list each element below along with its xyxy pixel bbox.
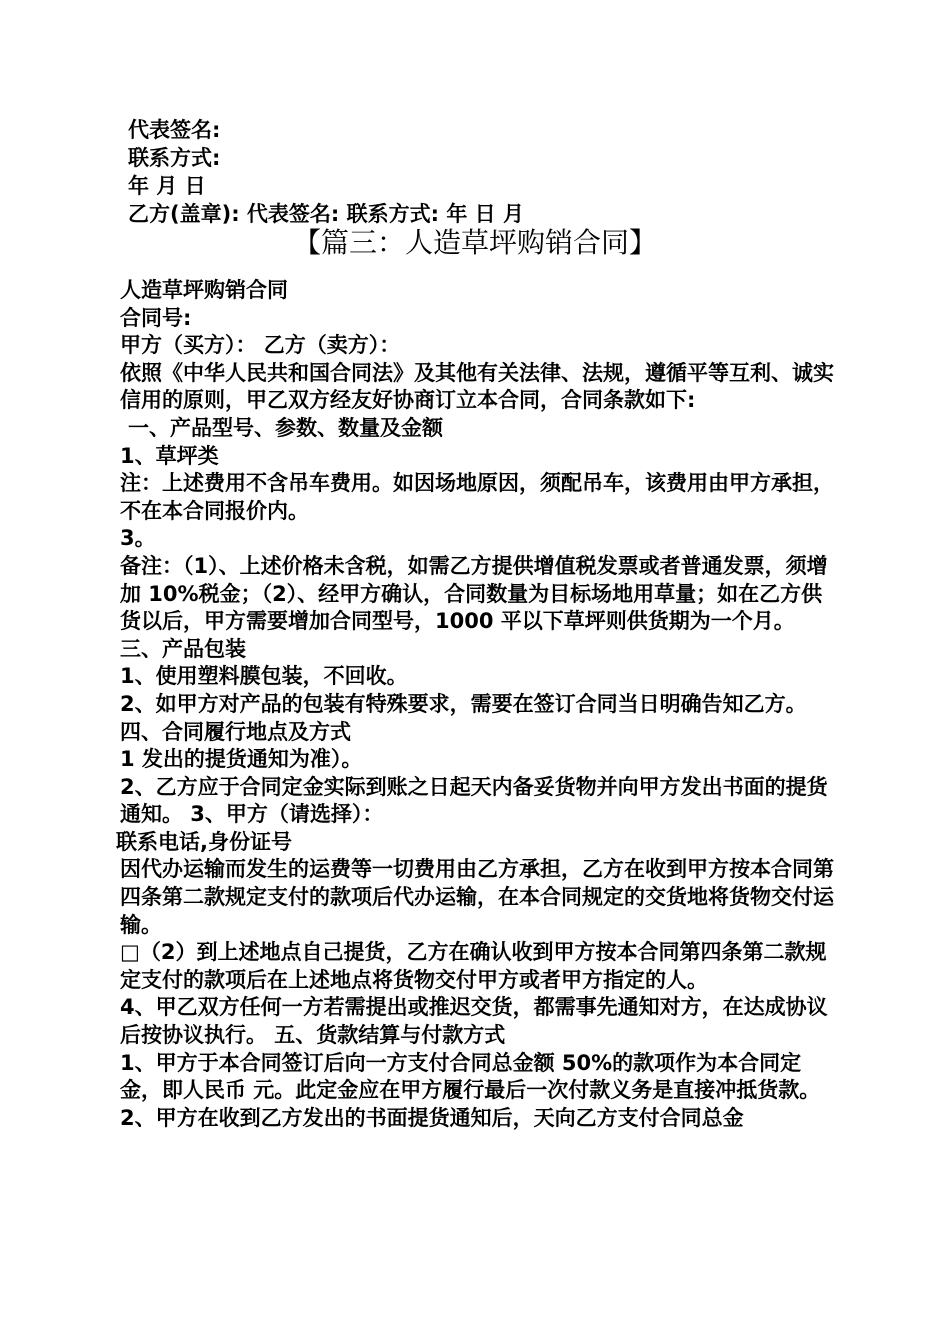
packaging-item-2: 2、如甲方对产品的包装有特殊要求，需要在签订合同当日明确告知乙方。 四、合同履行地点及方式 (120, 691, 807, 744)
parties-line: 甲方（买方）： 乙方（卖方）： (120, 333, 401, 358)
item-3: 3。 (120, 526, 156, 551)
section-heading-products: 一、产品型号、参数、数量及金额 (128, 415, 443, 440)
delivery-item-1: 1 发出的提货通知为准）。 (120, 747, 363, 772)
item-lawn-category: 1、草坪类 (120, 443, 219, 468)
contract-body (116, 277, 840, 1132)
preamble-paragraph: 依照《中华人民共和国合同法》及其他有关法律、法规，遵循平等互利、诚实信用的原则，甲乙双方经友好协商订立本合同，合同条款如下: (120, 360, 834, 413)
payment-item-1: 1、甲方于本合同签订后向一方支付合同总金额 50%的款项作为本合同定金，即人民币 元。此定金应在甲方履行最后一次付款义务是直接冲抵货款。 (120, 1050, 821, 1103)
contract-title: 人造草坪购销合同 (120, 278, 288, 302)
contract-number: 合同号: (120, 305, 192, 330)
representative-signature-line: 代表签名: (128, 118, 221, 142)
delivery-item-4: 4、甲乙双方任何一方若需提出或推迟交货，都需事先通知对方，在达成协议后按协议执行。 五、货款结算与付款方式 (120, 995, 828, 1048)
payment-item-2: 2、甲方在收到乙方发出的书面提货通知后，天向乙方支付合同总金 (120, 1105, 744, 1130)
packaging-item-1: 1、使用塑料膜包装，不回收。 (120, 664, 408, 689)
date-line: 年 月 日 (128, 174, 206, 198)
remarks-paragraph: 备注：（1）、上述价格未含税，如需乙方提供增值税发票或者普通发票，须增加 10%税金；（2）、经甲方确认，合同数量为目标场地用草量；如在乙方供货以后，甲方需要增加合同型号，1000 平以下草坪则供货期为一个月。 三、产品包装 (120, 553, 828, 661)
self-pickup-paragraph: □（2）到上述地点自己提货，乙方在确认收到甲方按本合同第四条第二款规定支付的款项后在上述地点将货物交付甲方或者甲方指定的人。 (120, 940, 827, 992)
chapter-title: 【篇三：人造草坪购销合同】 (292, 226, 657, 259)
signature-block (128, 116, 888, 228)
contact-line: 联系方式: (128, 146, 221, 170)
delivery-item-2: 2、乙方应于合同定金实际到账之日起天内备妥货物并向甲方发出书面的提货通知。 3、甲方（请选择）： (120, 774, 828, 827)
transport-paragraph: 因代办运输而发生的运费等一切费用由乙方承担，乙方在收到甲方按本合同第四条第二款规定支付的款项后代办运输，在本合同规定的交货地将货物交付运输。 (120, 857, 834, 937)
contact-id-line: 联系电话,身份证号 (116, 829, 292, 854)
party-b-seal-line: 乙方(盖章): 代表签名: 联系方式: 年 日 月 (128, 202, 524, 226)
note-crane-fee: 注：上述费用不含吊车费用。如因场地原因，须配吊车，该费用由甲方承担，不在本合同报价内。 (120, 471, 834, 523)
